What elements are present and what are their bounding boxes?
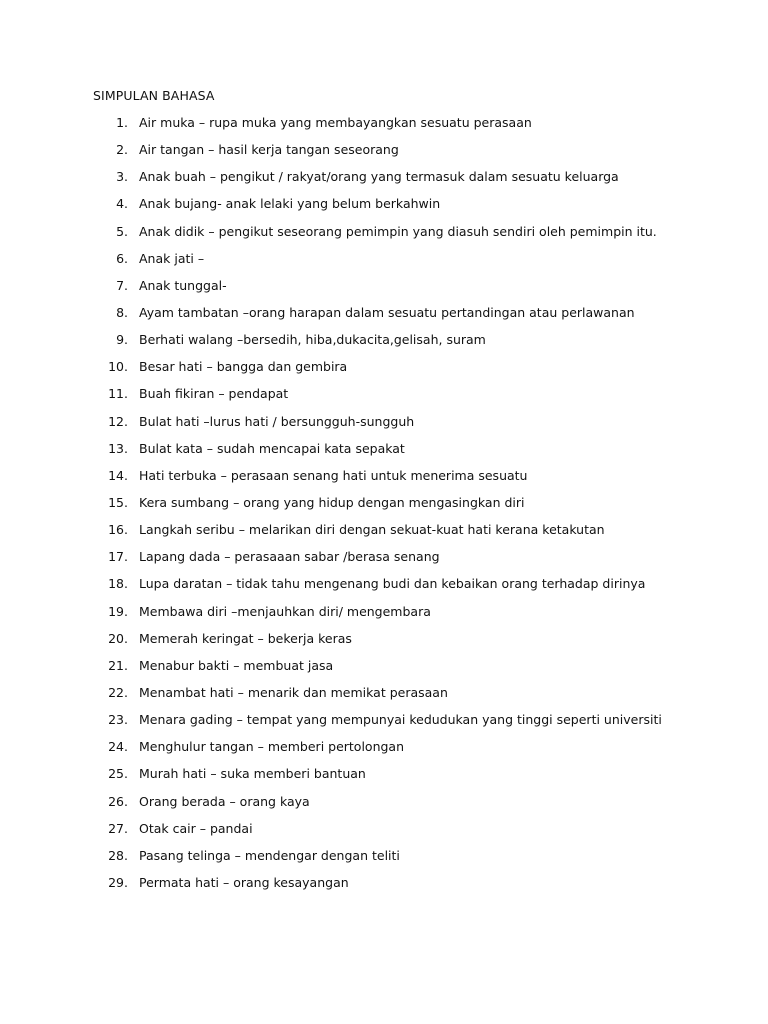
list-item-number: 13. bbox=[108, 440, 128, 456]
list-item bbox=[0, 793, 768, 820]
list-item bbox=[0, 467, 768, 494]
list-item bbox=[0, 847, 768, 874]
list-item-number: 12. bbox=[108, 413, 128, 429]
list-item bbox=[0, 548, 768, 575]
list-item-text: Air tangan – hasil kerja tangan seseorang bbox=[139, 142, 399, 158]
list-item bbox=[0, 521, 768, 548]
list-item-text: Orang berada – orang kaya bbox=[139, 793, 310, 809]
list-item-text: Berhati walang –bersedih, hiba,dukacita,gelisah, suram bbox=[139, 332, 486, 348]
list-item-number: 25. bbox=[108, 766, 128, 782]
list-item-text: Menabur bakti – membuat jasa bbox=[139, 657, 334, 673]
list-item-number: 24. bbox=[108, 739, 128, 755]
list-item bbox=[0, 304, 768, 331]
list-item-number: 17. bbox=[108, 549, 128, 565]
list-item-number: 3. bbox=[116, 169, 128, 185]
list-item-text: Langkah seribu – melarikan diri dengan sekuat-kuat hati kerana ketakutan bbox=[139, 522, 605, 538]
list-item bbox=[0, 630, 768, 657]
list-item-number: 21. bbox=[108, 657, 128, 673]
list-item bbox=[0, 440, 768, 467]
list-item-text: Lupa daratan – tidak tahu mengenang budi dan kebaikan orang terhadap dirinya bbox=[139, 576, 646, 592]
list-item-text: Bulat kata – sudah mencapai kata sepakat bbox=[139, 440, 405, 456]
list-item-number: 15. bbox=[108, 494, 128, 510]
list-item bbox=[0, 223, 768, 250]
list-item-text: Permata hati – orang kesayangan bbox=[139, 874, 349, 890]
list-item-text: Otak cair – pandai bbox=[139, 820, 253, 836]
list-item-number: 22. bbox=[108, 684, 128, 700]
list-item-number: 18. bbox=[108, 576, 128, 592]
list-item-text: Buah fikiran – pendapat bbox=[139, 386, 289, 402]
list-item bbox=[0, 603, 768, 630]
list-item-number: 16. bbox=[108, 522, 128, 538]
list-item bbox=[0, 657, 768, 684]
list-item-text: Membawa diri –menjauhkan diri/ mengembara bbox=[139, 603, 431, 619]
list-item bbox=[0, 114, 768, 141]
list-item bbox=[0, 765, 768, 792]
list-item-number: 11. bbox=[108, 386, 128, 402]
list-item-number: 19. bbox=[108, 603, 128, 619]
list-item-text: Bulat hati –lurus hati / bersungguh-sungguh bbox=[139, 413, 415, 429]
list-item-number: 1. bbox=[116, 115, 128, 130]
list-item bbox=[0, 385, 768, 412]
list-item-text: Menghulur tangan – memberi pertolongan bbox=[139, 739, 405, 755]
list-item-number: 26. bbox=[108, 793, 128, 809]
list-item bbox=[0, 413, 768, 440]
list-item-text: Air muka – rupa muka yang membayangkan sesuatu perasaan bbox=[139, 115, 532, 130]
list-item-number: 28. bbox=[108, 847, 128, 863]
list-item bbox=[0, 738, 768, 765]
list-item bbox=[0, 250, 768, 277]
list-item-text: Anak bujang- anak lelaki yang belum berkahwin bbox=[139, 196, 441, 212]
list-item-text: Anak didik – pengikut seseorang pemimpin yang diasuh sendiri oleh pemimpin itu. bbox=[139, 223, 657, 239]
idiom-list bbox=[0, 114, 768, 901]
list-item-number: 27. bbox=[108, 820, 128, 836]
list-item-text: Kera sumbang – orang yang hidup dengan mengasingkan diri bbox=[139, 494, 525, 510]
list-item-number: 23. bbox=[108, 712, 128, 728]
list-item-text: Besar hati – bangga dan gembira bbox=[139, 359, 348, 375]
list-item-text: Anak jati – bbox=[139, 250, 205, 266]
list-item-number: 4. bbox=[116, 196, 128, 212]
list-item bbox=[0, 575, 768, 602]
list-item-text: Ayam tambatan –orang harapan dalam sesuatu pertandingan atau perlawanan bbox=[139, 304, 635, 320]
list-item-text: Lapang dada – perasaaan sabar /berasa senang bbox=[139, 549, 440, 565]
list-item-text: Anak buah – pengikut / rakyat/orang yang termasuk dalam sesuatu keluarga bbox=[139, 169, 619, 185]
list-item bbox=[0, 684, 768, 711]
list-item-number: 29. bbox=[108, 874, 128, 890]
list-item-text: Memerah keringat – bekerja keras bbox=[139, 630, 352, 646]
list-item-number: 14. bbox=[108, 467, 128, 483]
list-item-number: 7. bbox=[116, 277, 128, 293]
list-item bbox=[0, 711, 768, 738]
list-item-number: 2. bbox=[116, 142, 128, 158]
list-item bbox=[0, 331, 768, 358]
list-item-text: Anak tunggal- bbox=[139, 277, 227, 293]
list-item-number: 6. bbox=[116, 250, 128, 266]
list-item-number: 9. bbox=[116, 332, 128, 348]
list-item-text: Menambat hati – menarik dan memikat perasaan bbox=[139, 684, 448, 700]
list-item-number: 5. bbox=[116, 223, 128, 239]
list-item-text: Hati terbuka – perasaan senang hati untuk menerima sesuatu bbox=[139, 467, 528, 483]
list-item bbox=[0, 277, 768, 304]
list-item-number: 10. bbox=[108, 359, 128, 375]
list-item bbox=[0, 494, 768, 521]
list-item-number: 20. bbox=[108, 630, 128, 646]
list-item bbox=[0, 141, 768, 168]
list-item-text: Pasang telinga – mendengar dengan teliti bbox=[139, 847, 400, 863]
list-item-number: 8. bbox=[116, 304, 128, 320]
list-item bbox=[0, 168, 768, 195]
list-item-text: Murah hati – suka memberi bantuan bbox=[139, 766, 366, 782]
document-title: SIMPULAN BAHASA bbox=[93, 88, 215, 103]
list-item-text: Menara gading – tempat yang mempunyai kedudukan yang tinggi seperti universiti bbox=[139, 712, 662, 728]
list-item bbox=[0, 195, 768, 222]
list-item bbox=[0, 820, 768, 847]
list-item bbox=[0, 358, 768, 385]
list-item bbox=[0, 874, 768, 901]
